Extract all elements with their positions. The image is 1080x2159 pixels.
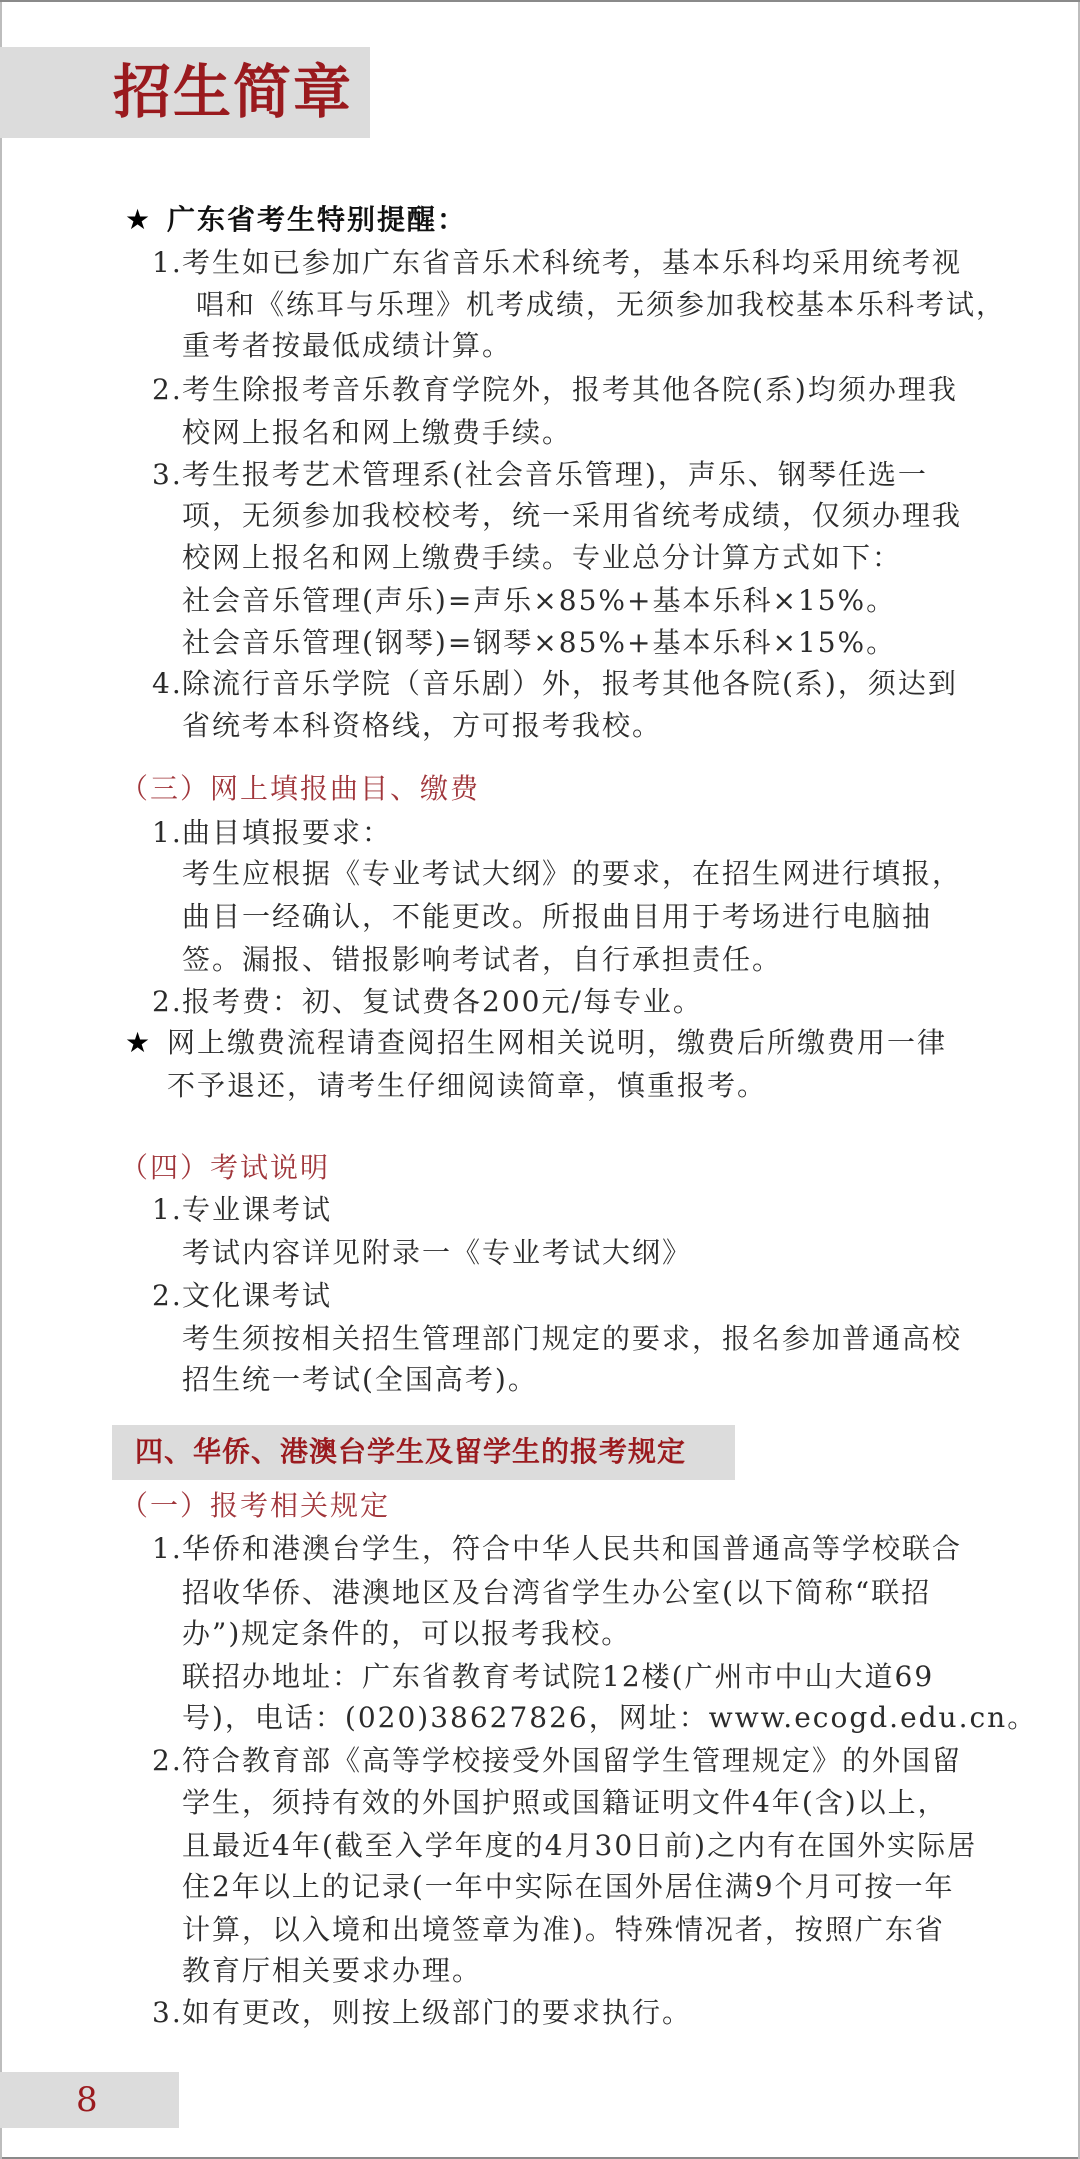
line-text: 曲目填报要求： xyxy=(182,816,393,849)
line-text: 曲目一经确认，不能更改。所报曲目用于考场进行电脑抽 xyxy=(182,900,933,933)
list-number: 1. xyxy=(152,1532,183,1565)
line-text: 教育厅相关要求办理。 xyxy=(182,1954,483,1987)
line-text: 符合教育部《高等学校接受外国留学生管理规定》的外国留 xyxy=(182,1744,963,1777)
line-text: 学生，须持有效的外国护照或国籍证明文件4年(含)以上， xyxy=(182,1786,948,1819)
line-text: 广东省考生特别提醒： xyxy=(167,203,468,236)
list-number: 2. xyxy=(152,373,183,406)
line-text: 招生统一考试(全国高考)。 xyxy=(182,1363,538,1396)
line-text: 专业课考试 xyxy=(182,1193,333,1226)
line-text: （一）报考相关规定 xyxy=(120,1489,391,1522)
line-text: 计算，以入境和出境签章为准)。特殊情况者，按照广东省 xyxy=(182,1913,945,1946)
line-text: 考生除报考音乐教育学院外，报考其他各院(系)均须办理我 xyxy=(182,373,958,406)
line-text: 签。漏报、错报影响考试者，自行承担责任。 xyxy=(182,943,783,976)
star-icon: ★ xyxy=(125,203,153,236)
section-heading: 四、华侨、港澳台学生及留学生的报考规定 xyxy=(135,1435,687,1468)
line-text: 校网上报名和网上缴费手续。专业总分计算方式如下： xyxy=(182,541,903,574)
line-text: 考生报考艺术管理系(社会音乐管理)，声乐、钢琴任选一 xyxy=(182,458,928,491)
line-text: 考生如已参加广东省音乐术科统考，基本乐科均采用统考视 xyxy=(182,246,963,279)
list-number: 4. xyxy=(152,667,183,700)
line-text: 且最近4年(截至入学年度的4月30日前)之内有在国外实际居 xyxy=(182,1829,978,1862)
line-text: 如有更改，则按上级部门的要求执行。 xyxy=(182,1996,693,2029)
star-icon: ★ xyxy=(125,1026,153,1059)
line-text: （三）网上填报曲目、缴费 xyxy=(120,772,481,805)
line-text: 文化课考试 xyxy=(182,1279,333,1312)
line-text: 社会音乐管理(钢琴)=钢琴×85%+基本乐科×15%。 xyxy=(182,626,897,659)
line-text: 重考者按最低成绩计算。 xyxy=(182,329,513,362)
line-text: 网上缴费流程请查阅招生网相关说明，缴费后所缴费用一律 xyxy=(167,1026,948,1059)
line-text: 住2年以上的记录(一年中实际在国外居住满9个月可按一年 xyxy=(182,1870,955,1903)
line-text: 校网上报名和网上缴费手续。 xyxy=(182,416,573,449)
line-text: 号)，电话：(020)38627826，网址：www.ecogd.edu.cn。 xyxy=(182,1701,1038,1734)
line-text: 项，无须参加我校校考，统一采用省统考成绩，仅须办理我 xyxy=(182,499,963,532)
line-text: （四）考试说明 xyxy=(120,1151,331,1184)
list-number: 1. xyxy=(152,246,183,279)
page-number: 8 xyxy=(76,2080,98,2120)
page-title: 招生简章 xyxy=(113,58,354,126)
list-number: 3. xyxy=(152,1996,183,2029)
list-number: 3. xyxy=(152,458,183,491)
list-number: 1. xyxy=(152,816,183,849)
line-text: 不予退还，请考生仔细阅读简章，慎重报考。 xyxy=(167,1069,768,1102)
line-text: 联招办地址：广东省教育考试院12楼(广州市中山大道69 xyxy=(182,1660,935,1693)
list-number: 2. xyxy=(152,1279,183,1312)
line-text: 社会音乐管理(声乐)=声乐×85%+基本乐科×15%。 xyxy=(182,584,897,617)
list-number: 2. xyxy=(152,985,183,1018)
list-number: 2. xyxy=(152,1744,183,1777)
line-text: 考试内容详见附录一《专业考试大纲》 xyxy=(182,1236,693,1269)
line-text: 华侨和港澳台学生，符合中华人民共和国普通高等学校联合 xyxy=(182,1532,963,1565)
line-text: 省统考本科资格线，方可报考我校。 xyxy=(182,709,663,742)
line-text: 除流行音乐学院（音乐剧）外，报考其他各院(系)，须达到 xyxy=(182,667,958,700)
line-text: 唱和《练耳与乐理》机考成绩，无须参加我校基本乐科考试， xyxy=(196,288,1007,321)
list-number: 1. xyxy=(152,1193,183,1226)
line-text: 考生应根据《专业考试大纲》的要求，在招生网进行填报， xyxy=(182,857,963,890)
line-text: 招收华侨、港澳地区及台湾省学生办公室(以下简称“联招 xyxy=(182,1576,932,1609)
line-text: 办”)规定条件的，可以报考我校。 xyxy=(182,1617,632,1650)
line-text: 考生须按相关招生管理部门规定的要求，报名参加普通高校 xyxy=(182,1322,963,1355)
line-text: 报考费：初、复试费各200元/每专业。 xyxy=(182,985,703,1018)
